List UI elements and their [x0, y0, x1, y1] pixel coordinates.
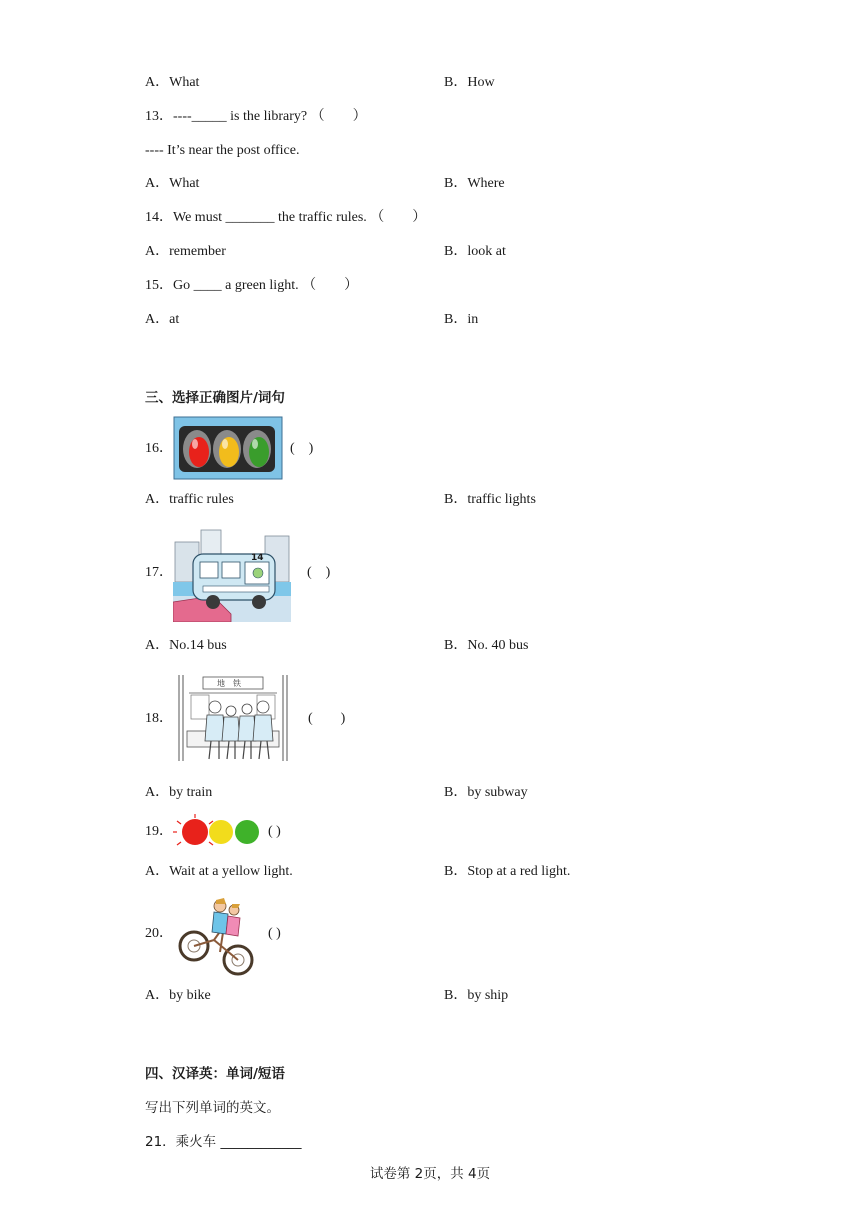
q14-option-a: A．remember: [145, 244, 226, 259]
q13-option-b: B．Where: [444, 176, 505, 191]
page-footer: 试卷第 2页，共 4页: [369, 1166, 491, 1182]
q18-option-a: A．by train: [145, 785, 213, 800]
q17-option-a: A．No.14 bus: [145, 638, 227, 653]
bus-number-label: 14: [251, 553, 264, 563]
q13-answer-line: ---- It’s near the post office.: [145, 143, 300, 158]
traffic-lights-picture: [173, 416, 283, 480]
subway-picture: [175, 673, 291, 763]
q17-answer-blank: ( ): [307, 565, 331, 580]
q18-option-b: B．by subway: [444, 785, 528, 800]
q19-option-b: B．Stop at a red light.: [444, 864, 571, 879]
q20-option-b: B．by ship: [444, 988, 509, 1003]
q12-option-a: A．What: [145, 75, 200, 90]
q18-answer-blank: ( ): [308, 711, 346, 726]
section-3-title: 三、选择正确图片/词句: [145, 390, 285, 406]
q20-number: 20．: [145, 926, 173, 941]
q13-option-a: A．What: [145, 176, 200, 191]
q12-option-b: B．How: [444, 75, 495, 90]
q14-stem: 14．We must _______ the traffic rules. （ ）: [145, 210, 427, 225]
section-4-title: 四、汉译英：单词/短语: [145, 1066, 285, 1082]
bus-picture: [173, 522, 291, 622]
q16-option-b: B．traffic lights: [444, 492, 536, 507]
q15-stem: 15．Go ____ a green light. （ ）: [145, 278, 359, 293]
q13-stem: 13．----_____ is the library? （ ）: [145, 109, 367, 124]
q16-answer-blank: ( ): [290, 441, 314, 456]
q20-answer-blank: ( ): [268, 926, 281, 941]
q16-number: 16．: [145, 441, 173, 456]
q19-answer-blank: ( ): [268, 824, 281, 839]
section-4-instruction: 写出下列单词的英文。: [145, 1100, 280, 1116]
q20-option-a: A．by bike: [145, 988, 211, 1003]
q14-option-b: B．look at: [444, 244, 506, 259]
q18-number: 18．: [145, 711, 173, 726]
q15-option-b: B．in: [444, 312, 479, 327]
q19-option-a: A．Wait at a yellow light.: [145, 864, 293, 879]
bike-picture: [176, 890, 256, 976]
q17-number: 17．: [145, 565, 173, 580]
q16-option-a: A．traffic rules: [145, 492, 234, 507]
light-circles-picture: [173, 814, 265, 850]
q21-stem: 21．乘火车 ____________: [145, 1134, 302, 1150]
q17-option-b: B．No. 40 bus: [444, 638, 529, 653]
q15-option-a: A．at: [145, 312, 180, 327]
subway-sign-label: 地 铁: [217, 679, 241, 688]
q19-number: 19．: [145, 824, 173, 839]
